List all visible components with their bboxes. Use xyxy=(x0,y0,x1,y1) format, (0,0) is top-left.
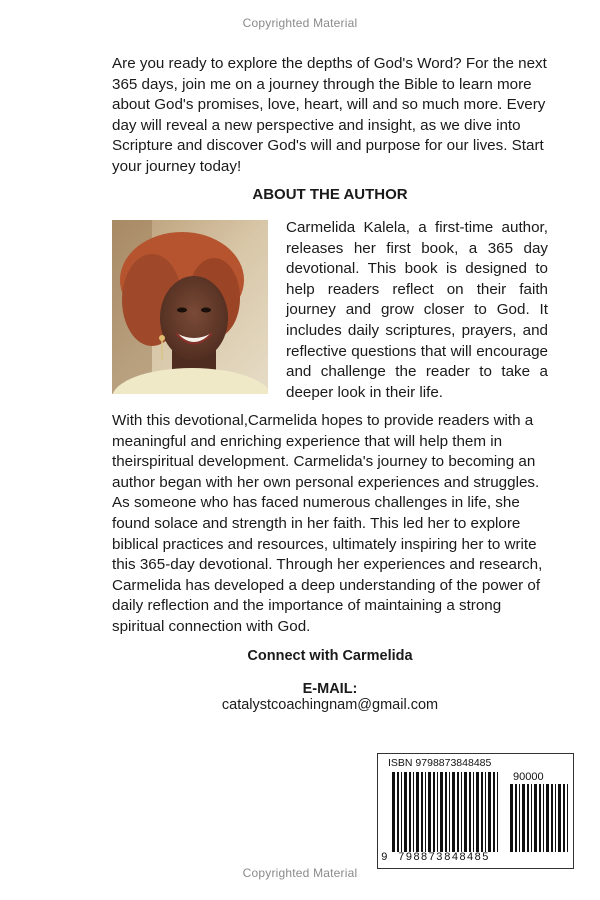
barcode-bar xyxy=(428,772,431,852)
barcode-bar xyxy=(397,772,399,852)
barcode-bar xyxy=(404,772,407,852)
barcode-bar xyxy=(476,772,479,852)
barcode-bar xyxy=(452,772,455,852)
about-author-heading: ABOUT THE AUTHOR xyxy=(252,186,408,203)
barcode-bar xyxy=(481,772,483,852)
author-story-paragraph: With this devotional,Carmelida hopes to provide readers with a meaningful and enriching experience that will help them in theirspiritual development. Carmelida's journey to becoming an author began with her own personal experiences and struggles. As someone who has faced numerous challenges in life, she found solace and strength in her faith. This led her to explore biblical practices and resources, ultimately inspiring her to write this 365-day devotional. Through her experiences and research, Carmelida has developed a deep understanding of the power of daily reflection and the importance of maintaining a strong spiritual connection with God. xyxy=(112,412,543,635)
barcode-bar xyxy=(469,772,471,852)
barcode-bar xyxy=(425,772,426,852)
addon-barcode-bar xyxy=(555,784,556,852)
barcode-bar xyxy=(493,772,495,852)
ean-right-digits: 848485 xyxy=(444,852,490,864)
copyright-watermark-top: Copyrighted Material xyxy=(242,16,358,30)
barcode-bar xyxy=(464,772,467,852)
barcode-bar xyxy=(497,772,498,852)
barcode-bar xyxy=(440,772,443,852)
isbn-label: ISBN 9798873848485 xyxy=(388,757,492,769)
email-address: catalystcoachingnam@gmail.com xyxy=(221,697,439,713)
copyright-watermark-bottom: Copyrighted Material xyxy=(242,866,358,880)
barcode-bar xyxy=(421,772,423,852)
addon-barcode-bar xyxy=(551,784,553,852)
isbn-barcode xyxy=(377,753,574,869)
barcode-bar xyxy=(461,772,462,852)
barcode-bar xyxy=(473,772,474,852)
barcode-bar xyxy=(449,772,450,852)
connect-heading: Connect with Carmelida xyxy=(247,648,413,664)
addon-barcode-bar xyxy=(543,784,544,852)
barcode-bar xyxy=(392,772,395,852)
addon-barcode-bar xyxy=(546,784,549,852)
email-label: E-MAIL: xyxy=(302,681,358,697)
addon-barcode-bar xyxy=(531,784,532,852)
addon-barcode-bar xyxy=(534,784,537,852)
barcode-bar xyxy=(488,772,491,852)
barcode-bar xyxy=(401,772,402,852)
barcode-bar xyxy=(457,772,459,852)
price-code-label: 90000 xyxy=(513,771,544,783)
author-bio-paragraph: Carmelida Kalela, a first-time author, releases her first book, a 365 day devotional. This book is designed to help readers reflect on their faith journey and grow closer to God. It includes daily scriptures, prayers, and reflective questions that will encourage and challenge the reader to take a deeper look in their life. xyxy=(286,219,548,401)
barcode-bar xyxy=(433,772,435,852)
addon-barcode-bar xyxy=(515,784,517,852)
addon-barcode-bar xyxy=(510,784,513,852)
addon-barcode-bar xyxy=(539,784,541,852)
author-portrait-illustration xyxy=(112,220,268,394)
addon-barcode-bar xyxy=(527,784,529,852)
addon-barcode-bar xyxy=(558,784,561,852)
author-photo xyxy=(112,220,268,394)
intro-paragraph: Are you ready to explore the depths of God's Word? For the next 365 days, join me on a journey through the Bible to learn more about God's promises, love, heart, will and so much more. Every day will reveal a new perspective and insight, as we dive into Scripture and discover God's will and purpose for our lives. Start your journey today! xyxy=(112,55,547,175)
barcode-bar xyxy=(437,772,438,852)
barcode-bar xyxy=(485,772,486,852)
addon-barcode-bar xyxy=(522,784,525,852)
addon-barcode-bar xyxy=(519,784,520,852)
barcode-bar xyxy=(409,772,411,852)
ean-first-digit: 9 xyxy=(381,852,388,864)
addon-barcode-bar xyxy=(563,784,565,852)
addon-barcode-bar xyxy=(567,784,568,852)
barcode-bar xyxy=(413,772,414,852)
barcode-bar xyxy=(416,772,419,852)
ean-left-digits: 798873 xyxy=(398,852,444,864)
barcode-bar xyxy=(445,772,447,852)
